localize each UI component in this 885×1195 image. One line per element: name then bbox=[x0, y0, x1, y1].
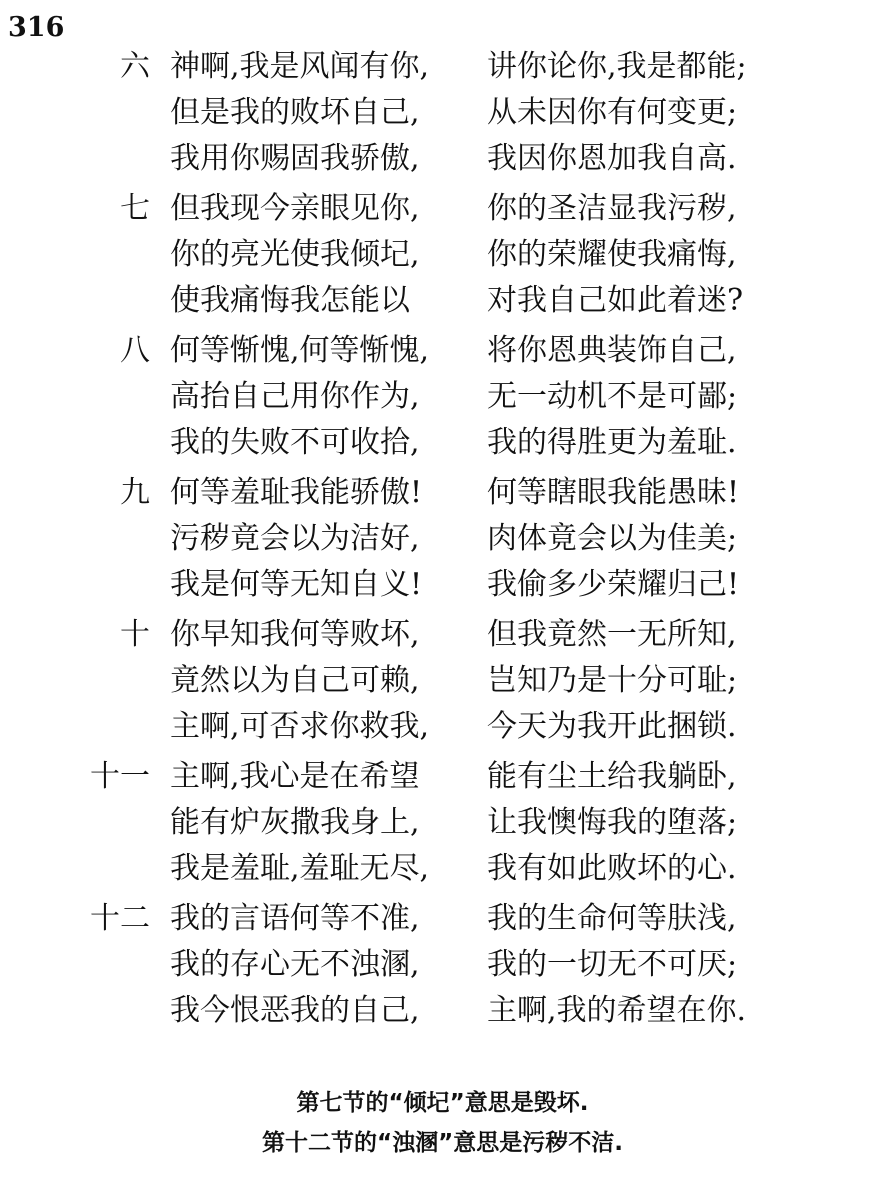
verse-line-left: 我今恨恶我的自己, bbox=[170, 993, 420, 1028]
stanza bbox=[0, 612, 885, 754]
verse-line-right: 我因你恩加我自高. bbox=[487, 141, 737, 176]
verse-line bbox=[0, 328, 885, 374]
verse-line-left: 你的亮光使我倾圮, bbox=[170, 237, 420, 272]
verse-line-right: 让我懊悔我的堕落; bbox=[487, 805, 738, 840]
verse-line bbox=[0, 90, 885, 136]
stanza bbox=[0, 754, 885, 896]
verse-line-left: 竟然以为自己可赖, bbox=[170, 663, 420, 698]
stanza bbox=[0, 328, 885, 470]
stanza-number: 六 bbox=[120, 49, 150, 84]
verse-line bbox=[0, 704, 885, 750]
stanza bbox=[0, 896, 885, 1038]
verse-line-right: 能有尘土给我躺卧, bbox=[487, 759, 737, 794]
verse-line-right: 何等瞎眼我能愚昧! bbox=[487, 475, 740, 510]
verse-line-left: 我的失败不可收拾, bbox=[170, 425, 420, 460]
verse-line-left: 主啊,我心是在希望 bbox=[170, 759, 420, 794]
verse-line-right: 但我竟然一无所知, bbox=[487, 617, 737, 652]
verse-line bbox=[0, 278, 885, 324]
verse-line bbox=[0, 374, 885, 420]
verse-line-right: 主啊,我的希望在你. bbox=[487, 993, 747, 1028]
stanza-number: 九 bbox=[120, 475, 150, 510]
footnotes bbox=[0, 1083, 885, 1163]
verse-line bbox=[0, 420, 885, 466]
footnote: 第十二节的“浊溷”意思是污秽不洁. bbox=[262, 1130, 623, 1156]
verse-line-right: 你的圣洁显我污秽, bbox=[487, 191, 737, 226]
stanza-number: 十二 bbox=[90, 901, 150, 936]
verse-line-left: 我是羞耻,羞耻无尽, bbox=[170, 851, 430, 886]
verse-line-right: 无一动机不是可鄙; bbox=[487, 379, 738, 414]
stanza bbox=[0, 186, 885, 328]
verse-line-left: 但是我的败坏自己, bbox=[170, 95, 420, 130]
verse-line-left: 我的存心无不浊溷, bbox=[170, 947, 420, 982]
verse-line bbox=[0, 562, 885, 608]
verse-line bbox=[0, 846, 885, 892]
stanza bbox=[0, 470, 885, 612]
stanza-number: 八 bbox=[120, 333, 150, 368]
verse-line bbox=[0, 186, 885, 232]
verse-line bbox=[0, 136, 885, 182]
verse-line-right: 讲你论你,我是都能; bbox=[487, 49, 747, 84]
verse-line bbox=[0, 232, 885, 278]
verse-line bbox=[0, 516, 885, 562]
verse-line-left: 我用你赐固我骄傲, bbox=[170, 141, 420, 176]
verse-line bbox=[0, 942, 885, 988]
verse-line-right: 将你恩典装饰自己, bbox=[487, 333, 737, 368]
verse-line-right: 从未因你有何变更; bbox=[487, 95, 738, 130]
verse-line-right: 你的荣耀使我痛悔, bbox=[487, 237, 737, 272]
verse-line bbox=[0, 470, 885, 516]
stanza-number: 十一 bbox=[90, 759, 150, 794]
verse-line-right: 我的生命何等肤浅, bbox=[487, 901, 737, 936]
verse-line bbox=[0, 658, 885, 704]
verse-line-right: 我偷多少荣耀归己! bbox=[487, 567, 740, 602]
hymn-verses bbox=[0, 44, 885, 1038]
verse-line-right: 我的一切无不可厌; bbox=[487, 947, 738, 982]
verse-line-left: 使我痛悔我怎能以 bbox=[170, 283, 410, 318]
verse-line-right: 我的得胜更为羞耻. bbox=[487, 425, 737, 460]
verse-line-left: 我是何等无知自义! bbox=[170, 567, 423, 602]
verse-line-right: 今天为我开此捆锁. bbox=[487, 709, 737, 744]
verse-line-right: 我有如此败坏的心. bbox=[487, 851, 737, 886]
stanza-number: 七 bbox=[120, 191, 150, 226]
verse-line-right: 对我自己如此着迷? bbox=[487, 283, 744, 318]
verse-line-left: 何等羞耻我能骄傲! bbox=[170, 475, 423, 510]
stanza-number: 十 bbox=[120, 617, 150, 652]
verse-line-left: 高抬自己用你作为, bbox=[170, 379, 420, 414]
verse-line-right: 肉体竟会以为佳美; bbox=[487, 521, 738, 556]
verse-line-left: 能有炉灰撒我身上, bbox=[170, 805, 420, 840]
verse-line-left: 但我现今亲眼见你, bbox=[170, 191, 420, 226]
verse-line bbox=[0, 44, 885, 90]
verse-line bbox=[0, 896, 885, 942]
verse-line bbox=[0, 612, 885, 658]
verse-line-left: 我的言语何等不准, bbox=[170, 901, 420, 936]
page-number: 316 bbox=[8, 12, 65, 43]
verse-line bbox=[0, 800, 885, 846]
verse-line-left: 你早知我何等败坏, bbox=[170, 617, 420, 652]
verse-line-left: 何等惭愧,何等惭愧, bbox=[170, 333, 430, 368]
verse-line-left: 污秽竟会以为洁好, bbox=[170, 521, 420, 556]
stanza bbox=[0, 44, 885, 186]
verse-line-left: 神啊,我是风闻有你, bbox=[170, 49, 430, 84]
verse-line bbox=[0, 988, 885, 1034]
footnote: 第七节的“倾圮”意思是毁坏. bbox=[296, 1090, 589, 1116]
verse-line-left: 主啊,可否求你救我, bbox=[170, 709, 430, 744]
verse-line bbox=[0, 754, 885, 800]
verse-line-right: 岂知乃是十分可耻; bbox=[487, 663, 738, 698]
